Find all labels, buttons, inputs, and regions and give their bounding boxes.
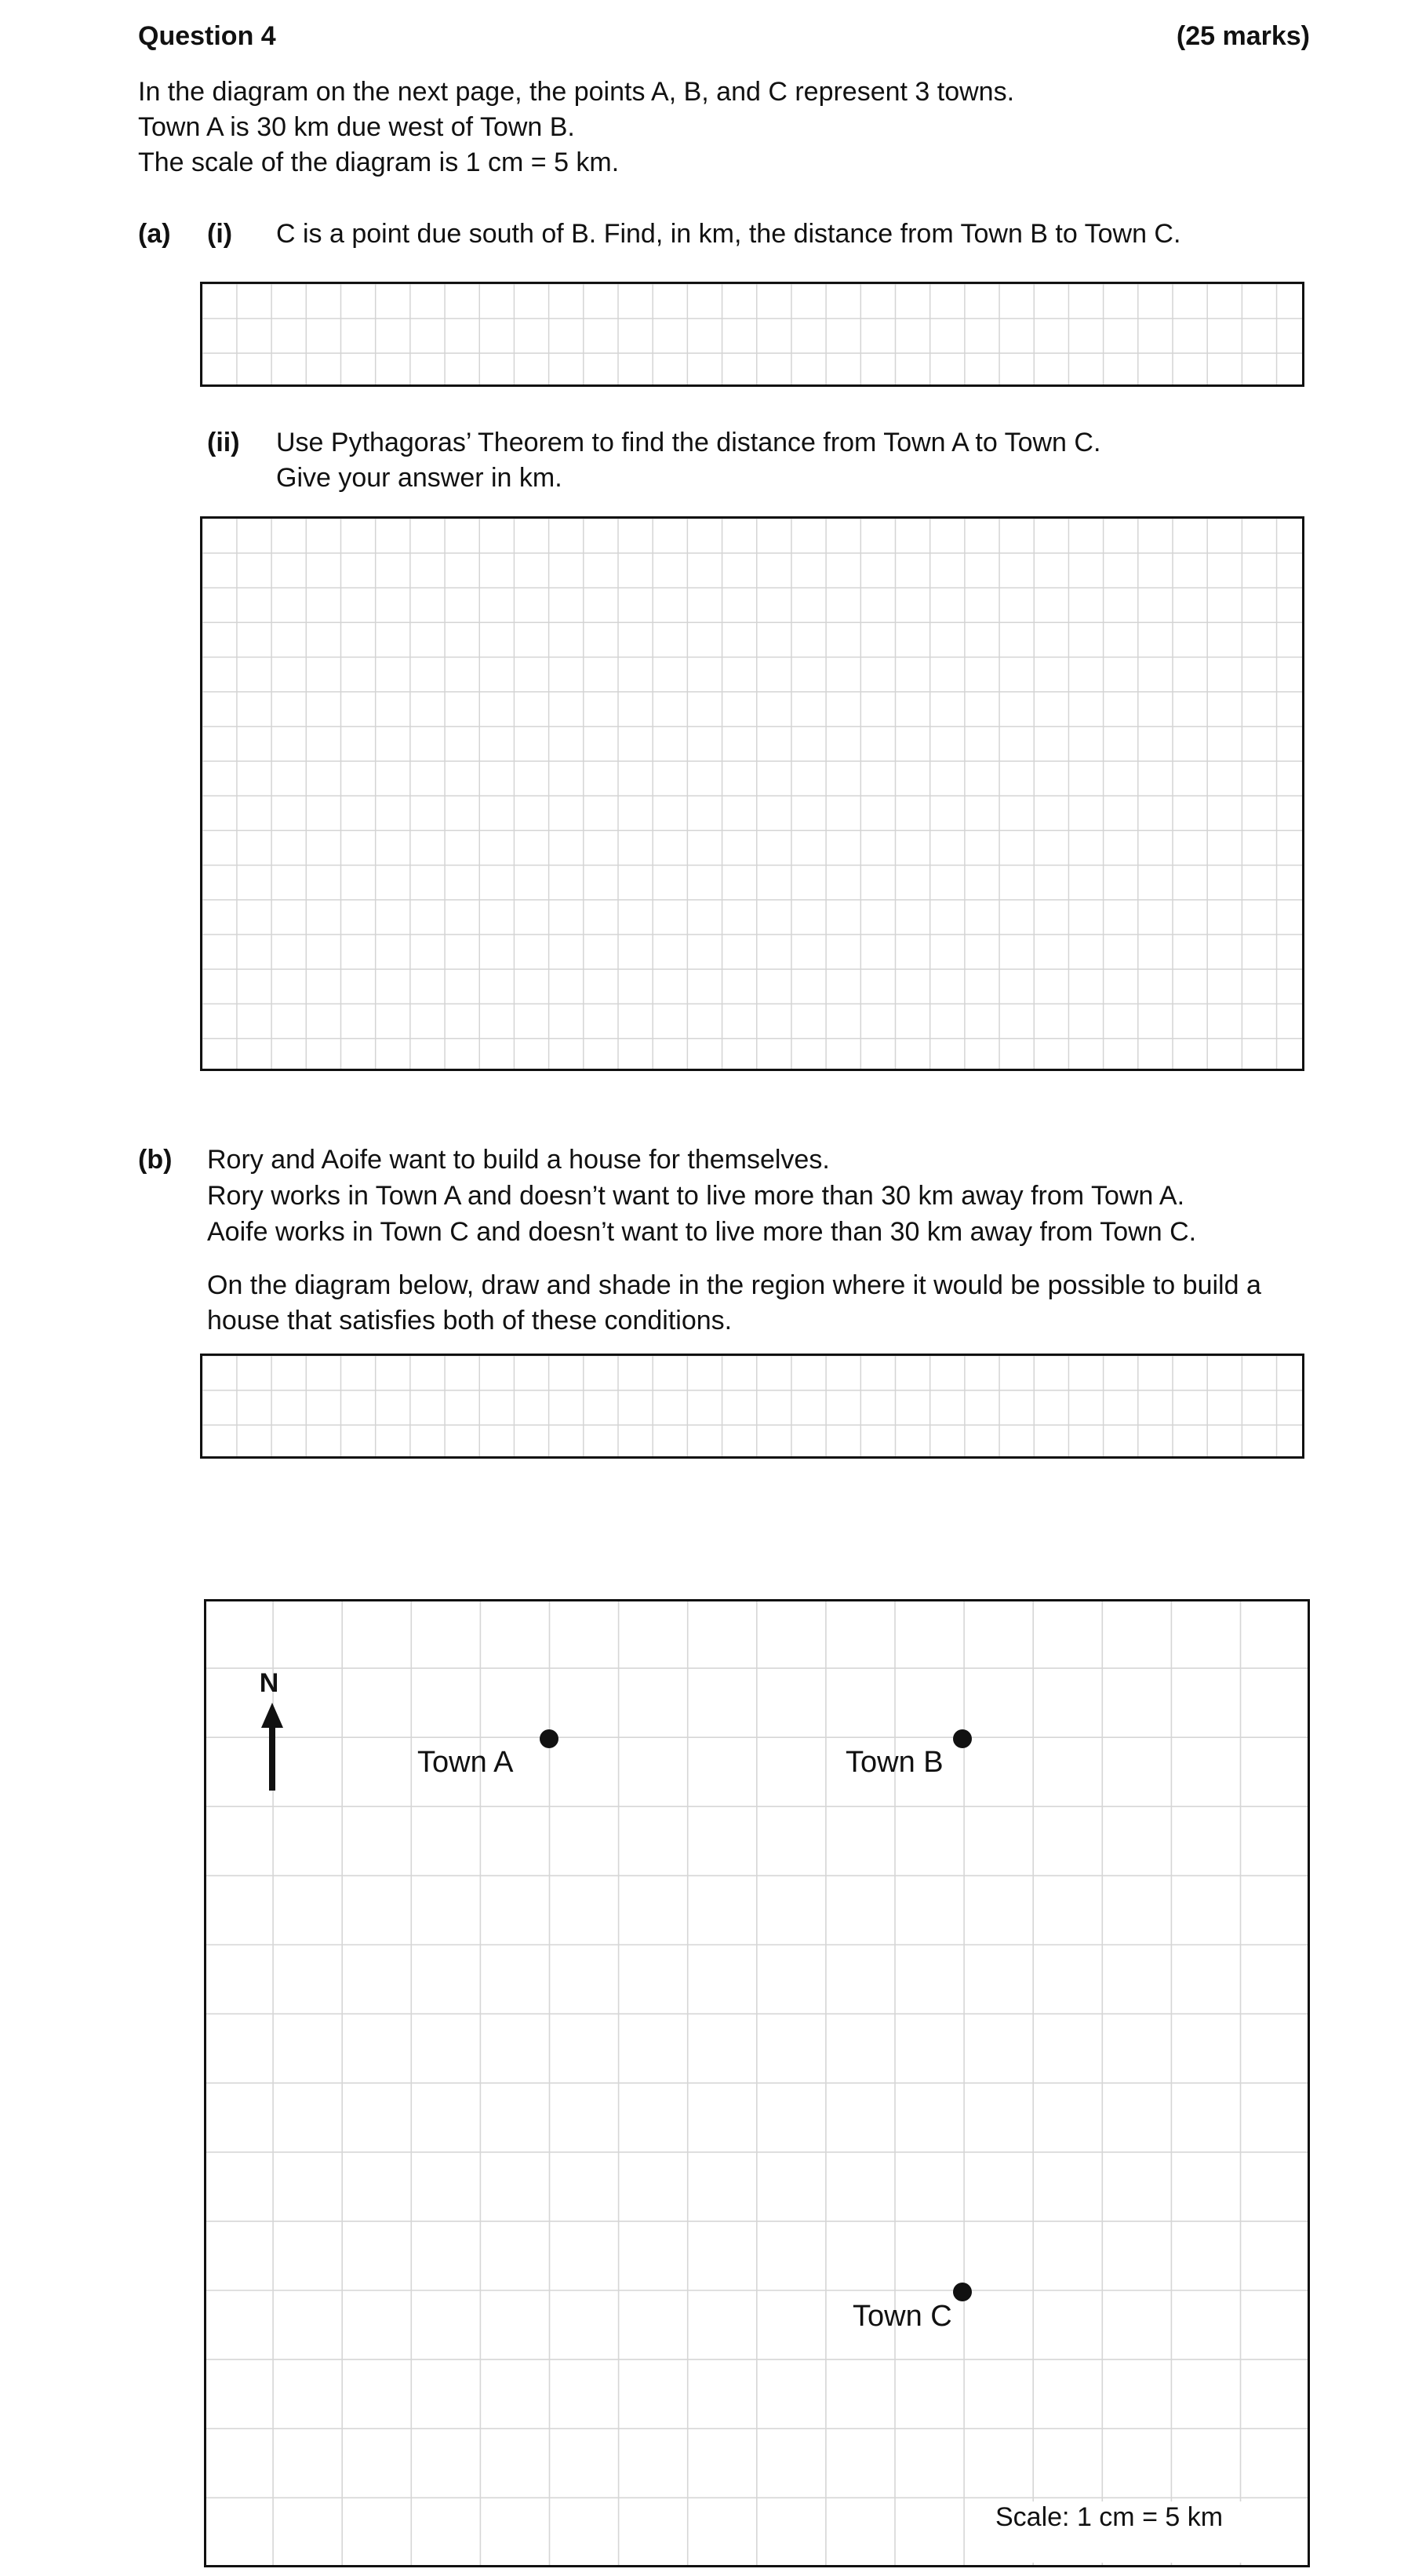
town-c-label: Town C bbox=[853, 2300, 952, 2333]
part-b-line-1: Rory and Aoife want to build a house for themselves. bbox=[207, 1145, 830, 1175]
part-a-i-label: (i) bbox=[207, 219, 233, 249]
town-diagram[interactable] bbox=[204, 1599, 1310, 2567]
intro-line-1: In the diagram on the next page, the points A, B, and C represent 3 towns. bbox=[138, 77, 1015, 107]
scale-label: Scale: 1 cm = 5 km bbox=[995, 2502, 1224, 2532]
part-b-label: (b) bbox=[138, 1145, 173, 1175]
intro-line-2: Town A is 30 km due west of Town B. bbox=[138, 112, 575, 142]
town-a-point bbox=[540, 1729, 558, 1748]
town-a-label: Town A bbox=[417, 1746, 514, 1779]
part-a-ii-line-1: Use Pythagoras’ Theorem to find the distance from Town A to Town C. bbox=[276, 428, 1101, 457]
answer-box-a-i[interactable] bbox=[200, 282, 1304, 387]
part-a-ii-line-2: Give your answer in km. bbox=[276, 463, 562, 493]
question-marks: (25 marks) bbox=[1176, 21, 1310, 51]
part-a-ii-label: (ii) bbox=[207, 428, 240, 457]
answer-box-b[interactable] bbox=[200, 1354, 1304, 1459]
answer-box-a-ii[interactable] bbox=[200, 516, 1304, 1071]
part-b-instruction-1: On the diagram below, draw and shade in the region where it would be possible to build a bbox=[207, 1270, 1261, 1300]
part-a-label: (a) bbox=[138, 219, 171, 249]
intro-line-3: The scale of the diagram is 1 cm = 5 km. bbox=[138, 148, 620, 177]
town-c-point bbox=[953, 2283, 972, 2301]
question-title: Question 4 bbox=[138, 21, 276, 51]
north-label: N bbox=[259, 1668, 279, 1698]
town-b-point bbox=[953, 1729, 972, 1748]
part-b-instruction-2: house that satisfies both of these conditions. bbox=[207, 1306, 733, 1335]
part-b-line-3: Aoife works in Town C and doesn’t want to live more than 30 km away from Town C. bbox=[207, 1217, 1197, 1247]
part-b-line-2: Rory works in Town A and doesn’t want to live more than 30 km away from Town A. bbox=[207, 1181, 1185, 1211]
town-b-label: Town B bbox=[846, 1746, 944, 1779]
part-a-i-question: C is a point due south of B. Find, in km, the distance from Town B to Town C. bbox=[276, 219, 1181, 249]
